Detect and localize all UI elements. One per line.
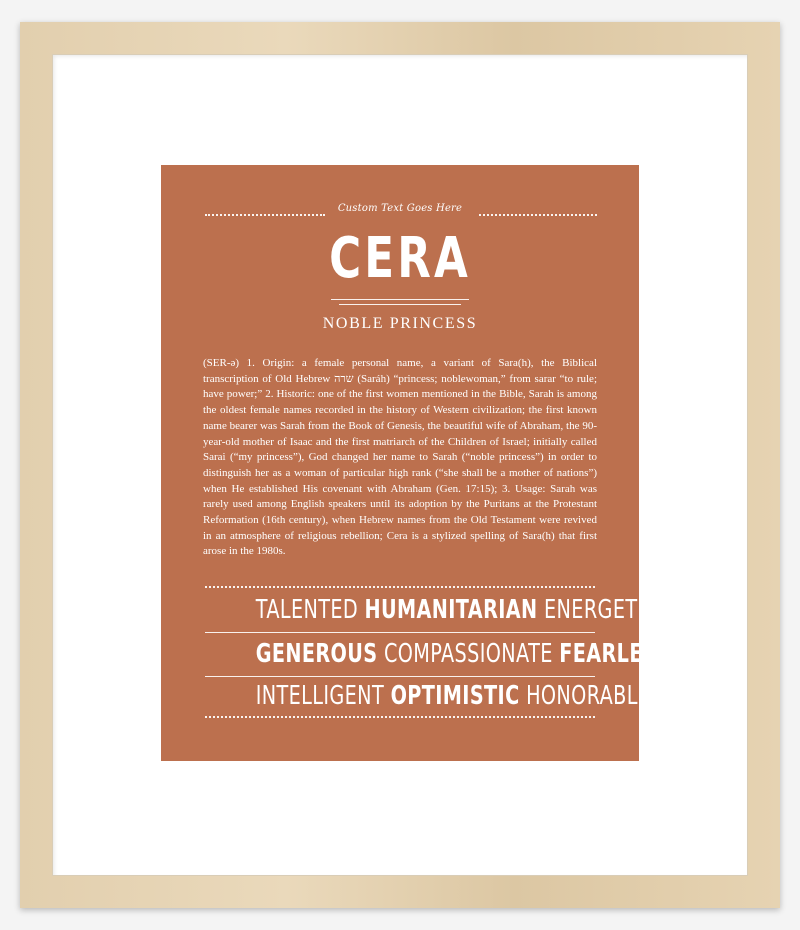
trait: GENEROUS <box>255 639 378 669</box>
trait: HUMANITARIAN <box>364 595 538 625</box>
trait: INTELLIGENT <box>255 681 385 711</box>
custom-text: Custom Text Goes Here <box>337 203 463 214</box>
dotted-rule-traits-top <box>205 586 595 588</box>
traits-row-2 <box>255 639 671 669</box>
trait: ENERGETIC <box>543 595 658 625</box>
divider-line-bottom <box>339 304 461 305</box>
trait: FEARLESS <box>559 639 671 669</box>
trait: TALENTED <box>255 595 359 625</box>
trait: HONORABLE <box>526 681 651 711</box>
trait: OPTIMISTIC <box>390 681 520 711</box>
trait: COMPASSIONATE <box>383 639 553 669</box>
traits-divider-2 <box>205 676 595 677</box>
divider-line-top <box>331 299 469 300</box>
name-meaning-print <box>161 165 671 761</box>
definition-paragraph: (SER-ə) 1. Origin: a female personal name, a variant of Sara(h), the Biblical transcription of Old Hebrew שרה (Saráh) “princess; noblewoman,” from sarar “to rule; have power;” 2. Historic: one of the first women mentioned in the Bible, Sarah is among the oldest female names recorded in the history of Western civilization; the first known name bearer was Sarah from the Book of Genesis, the beautiful wife of Abraham, the 90-year-old mother of Isaac and the first matriarch of the Children of Israel; initially called Sarai (“my princess”), God changed her name to Sarah (“noble princess”) in order to distinguish her as a woman of particular high rank (“she shall be a mother of nations”) when He established His covenant with Abraham (Gen. 17:15); 3. Usage: Sarah was rarely used among English speakers until its adoption by the Puritans at the Protestant Reformation (16th century), when Hebrew names from the Old Testament were revived in an atmosphere of religious rebellion; Cera is a stylized spelling of Sara(h) that first arose in the 1980s. <box>203 357 597 558</box>
name-meaning: NOBLE PRINCESS <box>322 315 478 332</box>
traits-row-3 <box>255 681 651 711</box>
dotted-rule-right <box>479 214 597 216</box>
traits-row-1 <box>255 595 658 625</box>
traits-divider-1 <box>205 632 595 633</box>
dotted-rule-traits-bottom <box>205 716 595 718</box>
definition-text <box>203 356 597 560</box>
dotted-rule-left <box>205 214 325 216</box>
name-title: CERA <box>329 226 471 291</box>
